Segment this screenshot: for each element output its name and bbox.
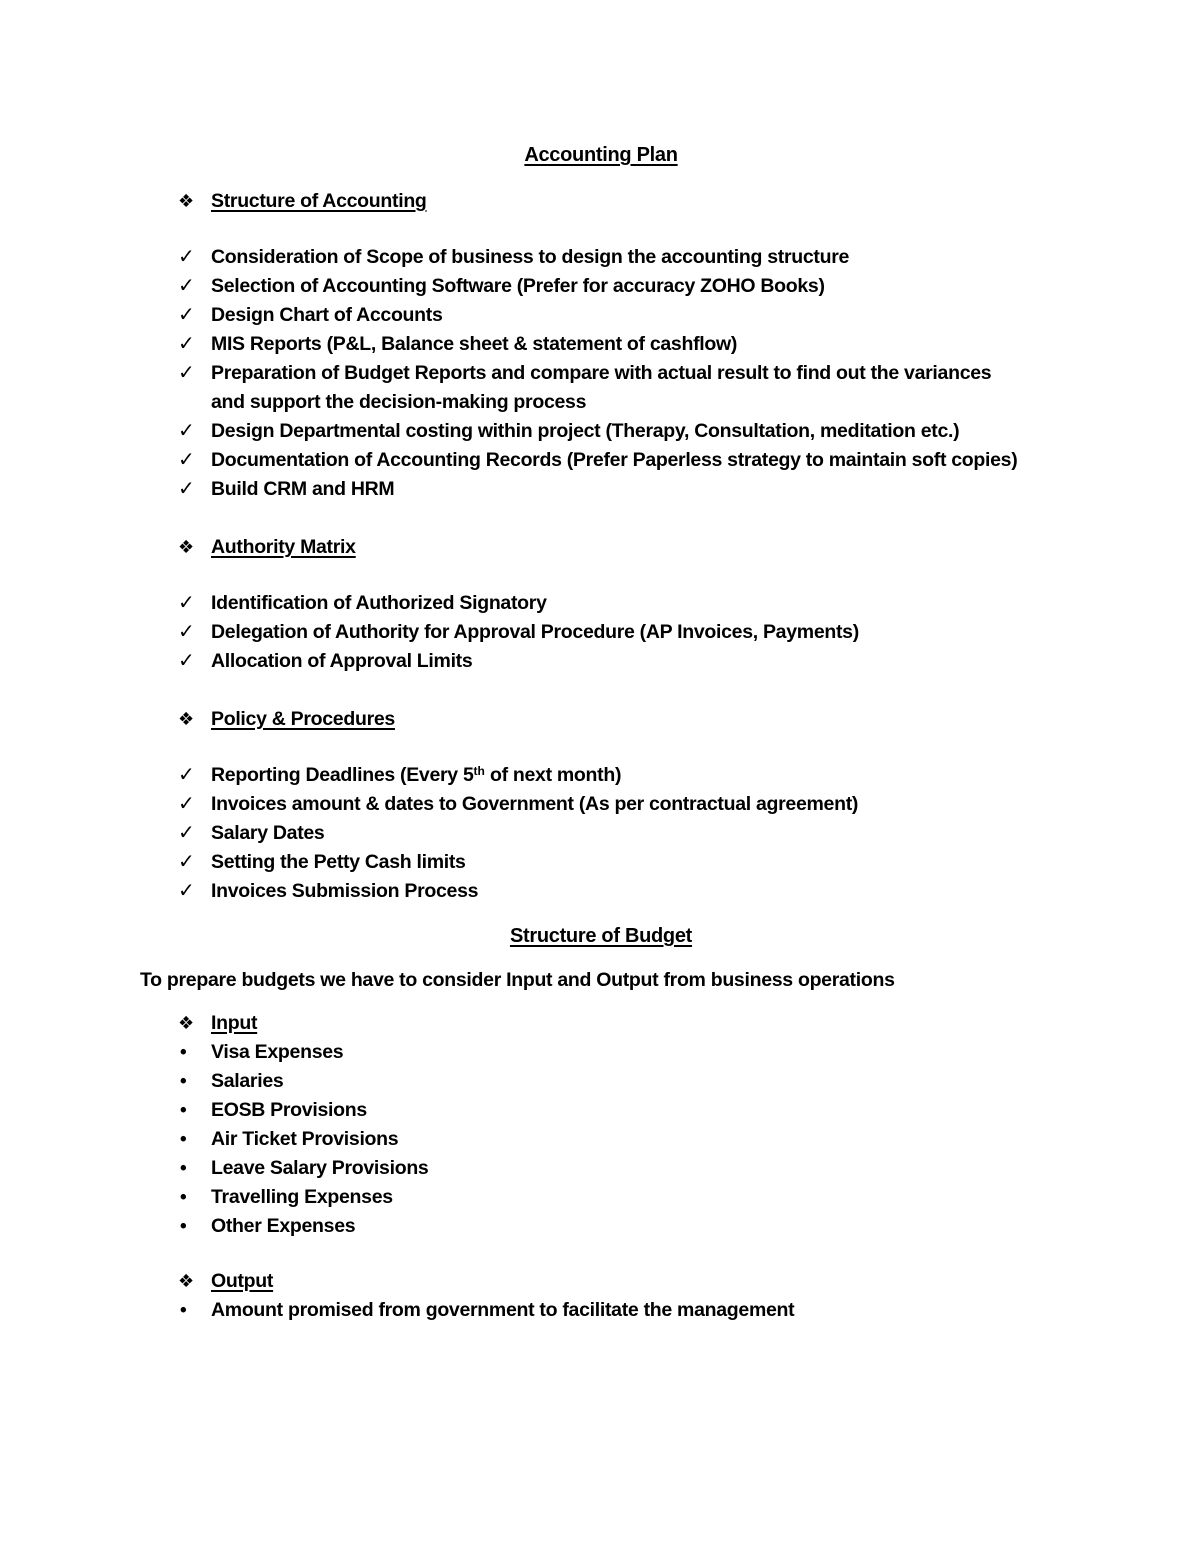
list-item (140, 1183, 1062, 1212)
bullet-icon: • (180, 1100, 187, 1121)
check-icon: ✓ (178, 478, 195, 500)
bullet-icon: • (180, 1071, 187, 1092)
checklist-item (140, 359, 1062, 417)
bullet-icon: • (180, 1042, 187, 1063)
ordinal-superscript: th (473, 764, 485, 778)
section-heading-text: Output (211, 1270, 274, 1292)
list-item-text: Travelling Expenses (211, 1186, 393, 1208)
list-item (140, 1212, 1062, 1241)
checklist-item (140, 848, 1062, 877)
section-heading-text: Policy & Procedures (211, 708, 395, 730)
section-heading-text: Authority Matrix (211, 536, 356, 558)
section-heading-text: Input (211, 1012, 258, 1034)
check-icon: ✓ (178, 822, 195, 844)
checklist-item-text: Design Departmental costing within project (Therapy, Consultation, meditation etc.) (211, 420, 960, 442)
checklist-item (140, 243, 1062, 272)
checklist-item (140, 446, 1062, 475)
checklist-item (140, 417, 1062, 446)
policy-checklist (140, 761, 1062, 906)
checklist-item-text: Identification of Authorized Signatory (211, 592, 547, 614)
checklist-item-text-line2: and support the decision-making process (211, 391, 587, 413)
checklist-item (140, 330, 1062, 359)
check-icon: ✓ (178, 764, 195, 786)
reporting-deadlines-pre: Reporting Deadlines (Every 5 (211, 764, 474, 786)
checklist-item (140, 272, 1062, 301)
list-item-text: Salaries (211, 1070, 284, 1092)
accounting-checklist (140, 243, 1062, 504)
check-icon: ✓ (178, 246, 195, 268)
checklist-item-text-line1: Preparation of Budget Reports and compare with actual result to find out the variances (211, 362, 992, 384)
section-heading-input (140, 1009, 1062, 1038)
bullet-icon: • (180, 1129, 187, 1150)
list-item-text: Leave Salary Provisions (211, 1157, 429, 1179)
list-item-text: Air Ticket Provisions (211, 1128, 399, 1150)
section-heading-authority-matrix (140, 533, 1062, 562)
checklist-item-text: Salary Dates (211, 822, 325, 844)
check-icon: ✓ (178, 621, 195, 643)
list-item-text: Amount promised from government to facilitate the management (211, 1299, 795, 1321)
checklist-item-text: Documentation of Accounting Records (Prefer Paperless strategy to maintain soft copies) (211, 449, 1018, 471)
list-item (140, 1125, 1062, 1154)
check-icon: ✓ (178, 793, 195, 815)
section-heading-structure-of-accounting (140, 187, 1062, 216)
list-item-text: EOSB Provisions (211, 1099, 367, 1121)
list-item (140, 1067, 1062, 1096)
diamond-bullet-icon: ❖ (178, 709, 194, 729)
checklist-item-text: Selection of Accounting Software (Prefer for accuracy ZOHO Books) (211, 275, 825, 297)
doc-title: Accounting Plan (524, 144, 678, 166)
list-item (140, 1096, 1062, 1125)
list-item (140, 1296, 1062, 1325)
checklist-item-text (211, 761, 1062, 790)
checklist-item-text: Consideration of Scope of business to design the accounting structure (211, 246, 850, 268)
budget-intro-paragraph: To prepare budgets we have to consider Input and Output from business operations (140, 969, 895, 991)
checklist-item-text: Delegation of Authority for Approval Procedure (AP Invoices, Payments) (211, 621, 859, 643)
diamond-bullet-icon: ❖ (178, 537, 194, 557)
diamond-bullet-icon: ❖ (178, 1271, 194, 1291)
check-icon: ✓ (178, 304, 195, 326)
check-icon: ✓ (178, 420, 195, 442)
list-item (140, 1154, 1062, 1183)
bullet-icon: • (180, 1216, 187, 1237)
bullet-icon: • (180, 1158, 187, 1179)
check-icon: ✓ (178, 449, 195, 471)
checklist-item-text: MIS Reports (P&L, Balance sheet & statement of cashflow) (211, 333, 738, 355)
checklist-item (140, 647, 1062, 676)
list-item (140, 1038, 1062, 1067)
input-bullet-list (140, 1038, 1062, 1241)
check-icon: ✓ (178, 880, 195, 902)
diamond-bullet-icon: ❖ (178, 191, 194, 211)
check-icon: ✓ (178, 362, 195, 384)
authority-checklist (140, 589, 1062, 676)
checklist-item (140, 475, 1062, 504)
checklist-item-text: Setting the Petty Cash limits (211, 851, 466, 873)
check-icon: ✓ (178, 592, 195, 614)
budget-section-title: Structure of Budget (509, 925, 693, 947)
checklist-item (140, 761, 1062, 790)
checklist-item-text: Design Chart of Accounts (211, 304, 443, 326)
checklist-item-text: Allocation of Approval Limits (211, 650, 473, 672)
checklist-item-text: Invoices amount & dates to Government (As per contractual agreement) (211, 793, 859, 815)
reporting-deadlines-post: of next month) (484, 764, 622, 786)
bullet-icon: • (180, 1187, 187, 1208)
section-heading-policy-procedures (140, 705, 1062, 734)
diamond-bullet-icon: ❖ (178, 1013, 194, 1033)
check-icon: ✓ (178, 333, 195, 355)
section-heading-output (140, 1267, 1062, 1296)
checklist-item-text: Build CRM and HRM (211, 478, 395, 500)
checklist-item (140, 301, 1062, 330)
check-icon: ✓ (178, 275, 195, 297)
checklist-item (140, 877, 1062, 906)
checklist-item (140, 819, 1062, 848)
checklist-item (140, 618, 1062, 647)
checklist-item-text: Invoices Submission Process (211, 880, 479, 902)
bullet-icon: • (180, 1300, 187, 1321)
checklist-item (140, 790, 1062, 819)
list-item-text: Visa Expenses (211, 1041, 344, 1063)
check-icon: ✓ (178, 851, 195, 873)
checklist-item (140, 589, 1062, 618)
check-icon: ✓ (178, 650, 195, 672)
section-heading-text: Structure of Accounting (211, 190, 427, 212)
output-bullet-list (140, 1296, 1062, 1325)
list-item-text: Other Expenses (211, 1215, 356, 1237)
